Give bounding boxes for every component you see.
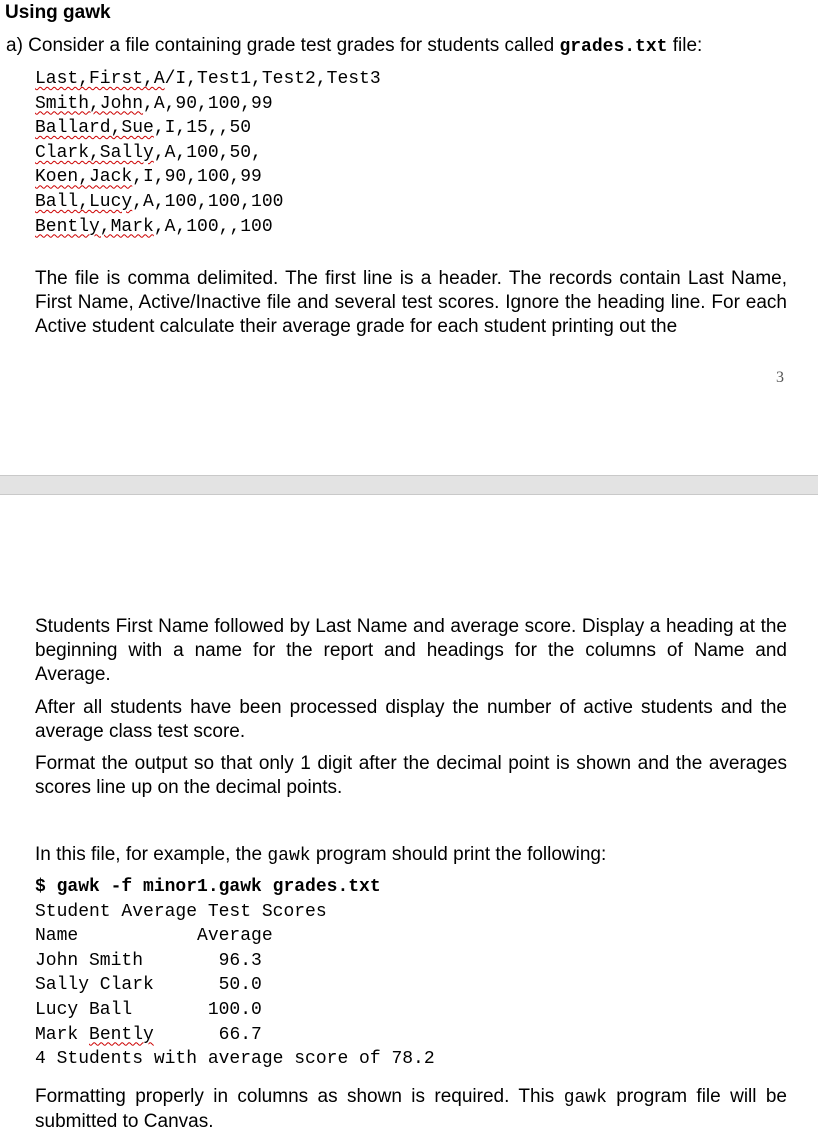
submission-suffix: program file will be submitted to Canvas. — [35, 1086, 787, 1132]
output-line-mark: Mark Bently 66.7 — [35, 1024, 262, 1045]
output-line: Name Average — [35, 926, 273, 947]
paragraph-example-intro — [35, 843, 787, 868]
question-text — [6, 35, 702, 57]
document-page-bottom — [0, 495, 818, 1143]
file-line: Last,First,A/I,Test1,Test2,Test3 — [35, 69, 381, 89]
example-output-lines — [35, 902, 327, 1020]
question-filename: grades.txt — [559, 37, 668, 57]
document-page-top — [0, 0, 818, 475]
file-line: Bently,Mark,A,100,,100 — [35, 216, 273, 237]
example-summary-line: 4 Students with average score of 78.2 — [35, 1049, 435, 1070]
section-heading: Using gawk — [5, 2, 111, 23]
file-contents-block — [35, 67, 381, 239]
submission-code: gawk — [563, 1088, 607, 1108]
file-line: Clark,Sally,A,100,50, — [35, 142, 262, 163]
example-command: $ gawk -f minor1.gawk grades.txt — [35, 877, 381, 897]
output-line: Student Average Test Scores — [35, 901, 327, 922]
paragraph-format-requirements: Format the output so that only 1 digit after the decimal point is shown and the averages scores line up on the decimal points. — [35, 753, 787, 798]
example-intro-suffix: program should print the following: — [310, 844, 607, 865]
page-break — [0, 475, 818, 495]
page-number: 3 — [776, 369, 784, 386]
paragraph-output-requirements: Students First Name followed by Last Name and average score. Display a heading at the beginning with a name for the report and headings for the columns of Name and Average. — [35, 616, 787, 685]
paragraph-summary-requirements: After all students have been processed display the number of active students and the average class test score. — [35, 697, 787, 742]
paragraph-submission — [35, 1085, 787, 1134]
question-prefix: a) Consider a file containing grade test grades for students called — [6, 35, 560, 56]
output-line: Lucy Ball 100.0 — [35, 999, 262, 1020]
file-line: Ball,Lucy,A,100,100,100 — [35, 191, 284, 212]
file-line: Koen,Jack,I,90,100,99 — [35, 167, 262, 188]
paragraph-file-description: The file is comma delimited. The first line is a header. The records contain Last Name, First Name, Active/Inactive file and several test scores. Ignore the heading line. For each Active student calculate their average grade for each student printing out the — [35, 268, 787, 337]
output-line: Sally Clark 50.0 — [35, 975, 262, 996]
example-output-block — [35, 875, 435, 1072]
question-suffix: file: — [667, 35, 703, 56]
file-line: Ballard,Sue,I,15,,50 — [35, 118, 252, 139]
submission-prefix: Formatting properly in columns as shown is required. This — [35, 1086, 564, 1107]
example-intro-code: gawk — [267, 846, 311, 866]
example-intro-prefix: In this file, for example, the — [35, 844, 268, 865]
output-line: John Smith 96.3 — [35, 950, 262, 971]
file-line: Smith,John,A,90,100,99 — [35, 93, 273, 114]
